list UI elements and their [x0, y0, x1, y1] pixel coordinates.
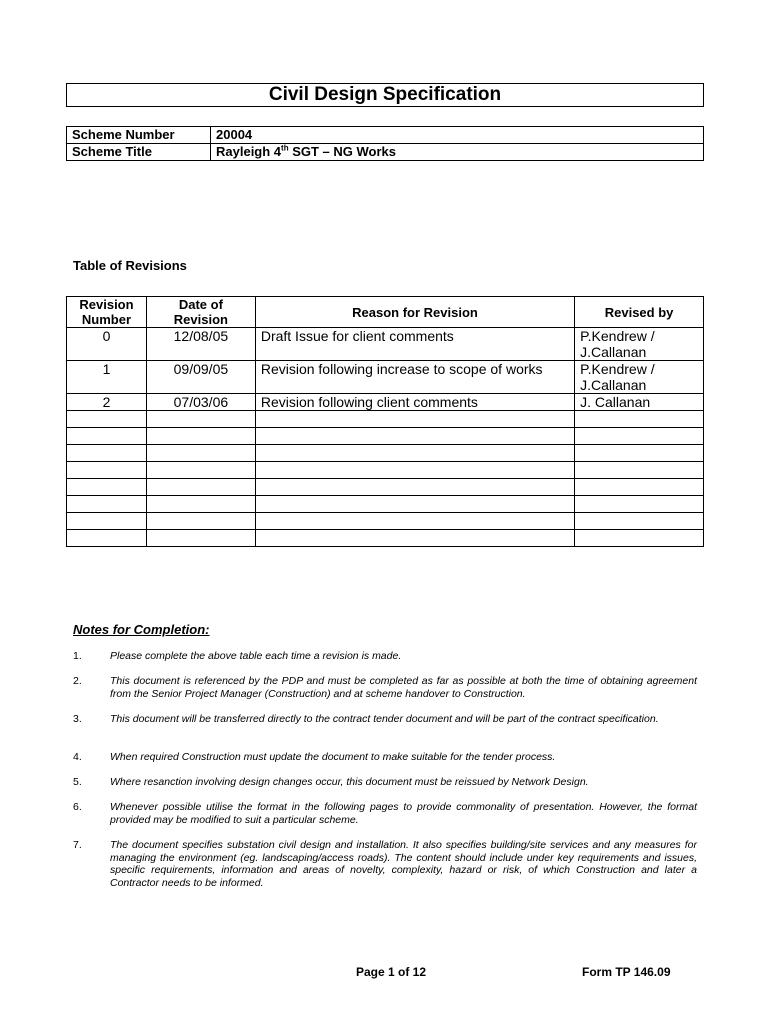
empty-cell — [575, 496, 704, 513]
empty-cell — [255, 479, 574, 496]
header-revised-by: Revised by — [575, 297, 704, 328]
empty-cell — [67, 530, 147, 547]
empty-cell — [146, 530, 255, 547]
revision-reason-cell: Revision following client comments — [255, 394, 574, 411]
note-text: When required Construction must update the document to make suitable for the tender process. — [110, 751, 556, 763]
empty-row — [67, 462, 704, 479]
empty-cell — [575, 445, 704, 462]
table-row — [67, 394, 704, 411]
revision-date-cell: 12/08/05 — [146, 328, 255, 361]
empty-cell — [575, 530, 704, 547]
revisions-heading: Table of Revisions — [73, 258, 187, 273]
note-text: Please complete the above table each time a revision is made. — [110, 650, 402, 662]
empty-cell — [575, 462, 704, 479]
empty-cell — [67, 445, 147, 462]
empty-cell — [575, 411, 704, 428]
empty-cell — [67, 496, 147, 513]
empty-cell — [67, 411, 147, 428]
note-text: This document will be transferred directly to the contract tender document and will be part of the contract specification. — [110, 713, 659, 725]
empty-cell — [146, 513, 255, 530]
empty-cell — [146, 496, 255, 513]
scheme-title-text-rest: SGT – NG Works — [288, 144, 396, 159]
empty-cell — [146, 479, 255, 496]
header-revision-number: Revision Number — [67, 297, 147, 328]
empty-cell — [255, 530, 574, 547]
note-number: 5. — [73, 776, 82, 788]
note-number: 3. — [73, 713, 82, 725]
revised-by-cell: P.Kendrew / J.Callanan — [575, 328, 704, 361]
empty-row — [67, 479, 704, 496]
form-number: Form TP 146.09 — [582, 965, 671, 979]
note-text: This document is referenced by the PDP and must be completed as far as possible at both the time of obtaining agreement from the Senior Project Manager (Construction) and at scheme handover to Construction. — [110, 675, 697, 700]
empty-cell — [255, 445, 574, 462]
note-item — [73, 839, 697, 889]
document-title: Civil Design Specification — [66, 83, 704, 107]
page-number: Page 1 of 12 — [356, 965, 427, 979]
revision-number-cell: 1 — [67, 361, 147, 394]
revision-reason-cell: Revision following increase to scope of works — [255, 361, 574, 394]
scheme-number-row — [67, 127, 704, 144]
empty-cell — [255, 496, 574, 513]
scheme-table — [66, 126, 704, 161]
note-item — [73, 675, 697, 700]
empty-row — [67, 530, 704, 547]
empty-row — [67, 496, 704, 513]
scheme-title-label: Scheme Title — [67, 144, 211, 161]
empty-row — [67, 411, 704, 428]
revision-reason-cell: Draft Issue for client comments — [255, 328, 574, 361]
empty-cell — [255, 411, 574, 428]
notes-heading: Notes for Completion: — [73, 622, 210, 637]
note-item — [73, 776, 697, 789]
empty-cell — [67, 462, 147, 479]
empty-cell — [575, 513, 704, 530]
empty-cell — [146, 462, 255, 479]
empty-row — [67, 445, 704, 462]
empty-cell — [67, 479, 147, 496]
scheme-number-value: 20004 — [211, 127, 704, 144]
empty-cell — [575, 428, 704, 445]
empty-cell — [255, 513, 574, 530]
revised-by-cell: P.Kendrew / J.Callanan — [575, 361, 704, 394]
note-number: 7. — [73, 839, 82, 851]
table-row — [67, 328, 704, 361]
empty-row — [67, 513, 704, 530]
empty-cell — [255, 462, 574, 479]
revised-by-cell: J. Callanan — [575, 394, 704, 411]
empty-cell — [67, 428, 147, 445]
empty-row — [67, 428, 704, 445]
empty-cell — [575, 479, 704, 496]
scheme-title-value — [211, 144, 704, 161]
scheme-title-row — [67, 144, 704, 161]
scheme-title-text: Rayleigh 4 — [216, 144, 282, 159]
note-item — [73, 801, 697, 826]
revision-date-cell: 09/09/05 — [146, 361, 255, 394]
empty-cell — [146, 428, 255, 445]
note-number: 6. — [73, 801, 82, 813]
table-row — [67, 361, 704, 394]
empty-cell — [146, 411, 255, 428]
empty-cell — [146, 445, 255, 462]
revisions-header-row — [67, 297, 704, 328]
note-item — [73, 713, 697, 726]
revision-number-cell: 2 — [67, 394, 147, 411]
note-item — [73, 650, 697, 663]
note-text: Where resanction involving design changes occur, this document must be reissued by Network Design. — [110, 776, 589, 788]
scheme-title-sup: th — [281, 143, 289, 153]
revisions-table — [66, 296, 704, 547]
note-text: The document specifies substation civil design and installation. It also specifies building/site services and any measures for managing the environment (eg. landscaping/access roads). The content should include under key requirements and issues, specific requirements, information and areas of novelty, complexity, hazard or risk, of which Construction and later a Contractor needs to be informed. — [110, 839, 697, 889]
empty-cell — [67, 513, 147, 530]
header-date-of-revision: Date of Revision — [146, 297, 255, 328]
note-text: Whenever possible utilise the format in the following pages to provide commonality of presentation. However, the format provided may be modified to suit a particular scheme. — [110, 801, 697, 826]
revision-number-cell: 0 — [67, 328, 147, 361]
note-number: 4. — [73, 751, 82, 763]
empty-cell — [255, 428, 574, 445]
scheme-number-label: Scheme Number — [67, 127, 211, 144]
header-reason-for-revision: Reason for Revision — [255, 297, 574, 328]
note-number: 2. — [73, 675, 82, 687]
note-number: 1. — [73, 650, 82, 662]
revision-date-cell: 07/03/06 — [146, 394, 255, 411]
note-item — [73, 751, 697, 764]
